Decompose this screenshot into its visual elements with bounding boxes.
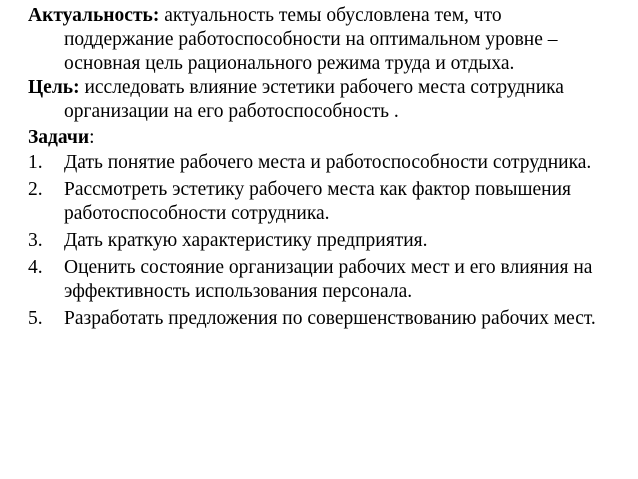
task-text: Рассмотреть эстетику рабочего места как фактор повышения работоспособности сотрудника.: [64, 179, 572, 224]
task-number: 4.: [28, 257, 43, 278]
task-number: 3.: [28, 230, 43, 251]
relevance-label: Актуальность:: [28, 5, 160, 26]
task-number: 5.: [28, 308, 43, 329]
task-text: Разработать предложения по совершенствованию рабочих мест.: [64, 308, 596, 329]
tasks-heading: [28, 126, 602, 150]
goal-text: исследовать влияние эстетики рабочего места сотрудника организации на его работоспособность .: [64, 77, 564, 122]
task-number: 2.: [28, 179, 43, 200]
tasks-colon: :: [89, 127, 95, 148]
tasks-list: [28, 151, 602, 331]
task-item: [28, 178, 602, 226]
task-number: 1.: [28, 152, 43, 173]
relevance-paragraph: [28, 4, 602, 76]
task-text: Дать краткую характеристику предприятия.: [64, 230, 428, 251]
relevance-text: актуальность темы обусловлена тем, что поддержание работоспособности на оптимальном уровне – основная цель рационального режима труда и отдыха.: [64, 5, 558, 74]
task-text: Дать понятие рабочего места и работоспособности сотрудника.: [64, 152, 592, 173]
task-item: [28, 151, 602, 175]
task-item: [28, 307, 602, 331]
tasks-label: Задачи: [28, 127, 90, 148]
goal-label: Цель:: [28, 77, 80, 98]
task-item: [28, 256, 602, 304]
task-text: Оценить состояние организации рабочих мест и его влияния на эффективность использования персонала.: [64, 257, 593, 302]
task-item: [28, 229, 602, 253]
goal-paragraph: [28, 76, 602, 124]
